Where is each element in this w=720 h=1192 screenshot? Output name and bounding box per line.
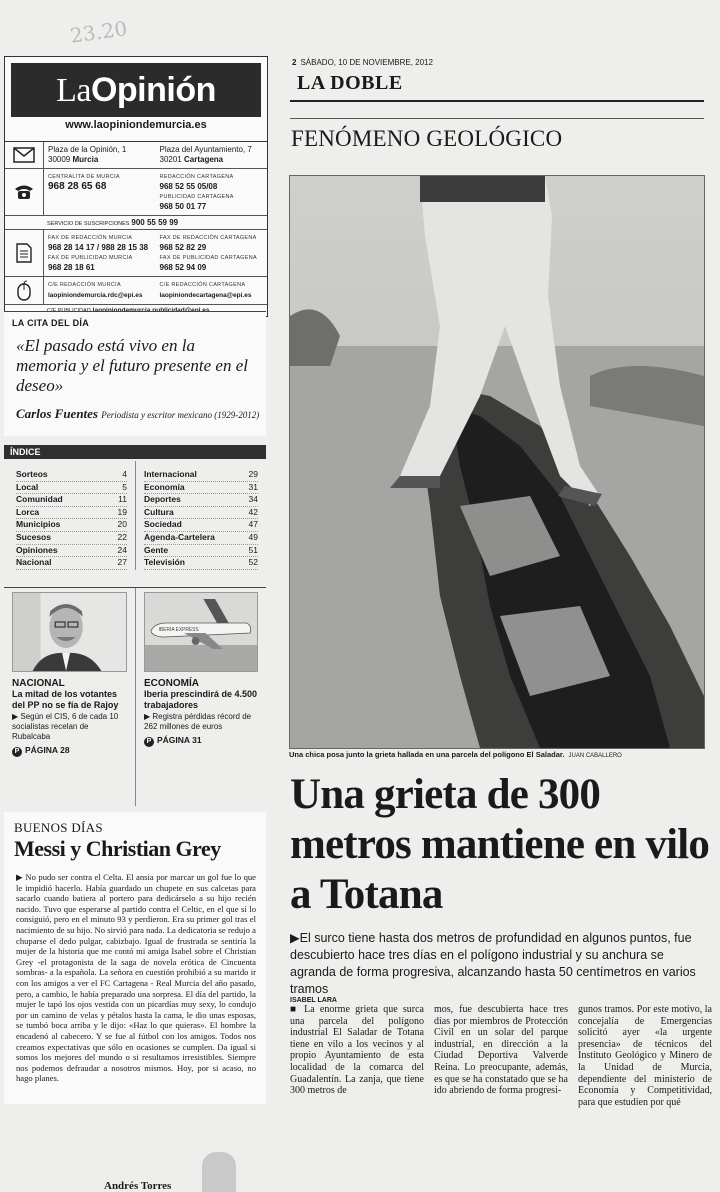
- article-deck: ▶El surco tiene hasta dos metros de profundidad en algunos puntos, fue descubierto hace tres días en el polígono industrial y su anchura se agranda de forma progresiva, alcanzando hasta 50 centímetros en varios tramos: [290, 931, 696, 996]
- column-body: ▶ No pudo ser contra el Celta. El ansia por marcar un gol fue lo que le impidió hacerlo. Había guardado un chupete en sus calcetas para sacarlo cuando batiera al portero para dedicárselo a su hijo recién nacido. Tuvo que esperarse al partido contra el Celtic, en el que sí lo consiguió, pero en el minuto 93 y perdieron. Era su primer gol tras el nacimiento de su hijo. No sirvió para nada. La dedicatoria se redujo a chuparse el dedo pulgar, cabizbajo. Igual de frustrada se sentiría la mujer de la historia que me contó mi amiga Isabel sobre el Christian Grey -el protagonista de la saga de novela erótica de Cincuenta sombras- a la española. La señora en cuestión prohibió a su marido ir con los amigos a ver el FC Cartagena - Real Murcia del año pasado, pero, a cambio, le había preparado una sorpresa. El día del partido, la mujer le tapó los ojos vestida con un picardías muy sexy, lo condujo por un camino de velas y pétalos hasta la cama, le dio unas esposas, se tumbó boca arriba y le dijo: «Haz lo que quieras». El hombre la encadenó al cabecero. Y se fue al fútbol con los amigos. Todos nos creamos expectativas que sólo en ocasiones se cumplen. Da igual si somos los mejores del mundo o si resultamos irresistibles. Siempre nos podemos defraudar a nosotros mismos. Hoy, por si acaso, no hago planes.: [16, 872, 256, 1084]
- logo-light: La: [56, 72, 91, 109]
- index-row[interactable]: [144, 482, 258, 495]
- index-label: Cultura: [144, 506, 174, 517]
- index-row[interactable]: [16, 507, 127, 520]
- mail-cartagena[interactable]: laopiniondecartagena@epi.es: [159, 292, 252, 299]
- fax-pub-cart-label: FAX DE PUBLICIDAD CARTAGENA: [159, 255, 257, 261]
- column-title: Messi y Christian Grey: [14, 836, 221, 861]
- index-row[interactable]: [144, 557, 258, 570]
- page-number: 2: [292, 58, 297, 67]
- index-label: Economía: [144, 481, 185, 492]
- fax-pub-murcia-label: FAX DE PUBLICIDAD MURCIA: [48, 255, 133, 261]
- newspaper-logo: [11, 63, 261, 117]
- quote-author: Carlos Fuentes Periodista y escritor mexicano (1929-2012): [16, 406, 260, 421]
- article-column-3: gunos tramos. Por este motivo, la concejalía de Emergencias solicitó ayer «la urgente presencia» de técnicos del Instituto Geológico y Minero de la Unidad de Murcia, dependiente del ministerio de Economía y Competitividad, para que estudien por qué: [578, 1004, 712, 1108]
- news-category: ECONOMÍA: [144, 678, 199, 689]
- index-page: 11: [118, 494, 127, 505]
- index-label: Sociedad: [144, 519, 182, 530]
- address-murcia-street: Plaza de la Opinión, 1: [48, 145, 127, 154]
- index-page: 22: [117, 531, 127, 542]
- plane-livery-text: IBERIA EXPRESS: [158, 627, 199, 634]
- fax-red-murcia: 968 28 14 17 / 988 28 15 38: [48, 243, 149, 252]
- address-murcia-city: Murcia: [72, 155, 99, 164]
- section-title: LA DOBLE: [297, 72, 403, 94]
- news-teaser-economia[interactable]: [135, 588, 266, 806]
- mail-cart-label: C/E REDACCIÓN CARTAGENA: [159, 282, 246, 288]
- quote-author-desc: Periodista y escritor mexicano (1929-2012): [101, 410, 260, 420]
- index-page: 20: [117, 519, 127, 530]
- quote-text: «El pasado está vivo en la memoria y el futuro presente en el deseo»: [16, 336, 248, 395]
- index-label: Agenda-Cartelera: [144, 531, 215, 542]
- news-page-ref: P PÁGINA 28: [12, 745, 127, 757]
- index-title: ÍNDICE: [4, 445, 266, 459]
- subscriptions-row: [5, 215, 267, 229]
- subs-phone: 900 55 59 99: [131, 218, 179, 227]
- address-cartagena-zip: 30201: [159, 155, 182, 164]
- article-body: [290, 1004, 716, 1108]
- pub-cart-label: PUBLICIDAD CARTAGENA: [159, 194, 234, 200]
- index-page: 34: [248, 494, 258, 505]
- red-cart-label: REDACCIÓN CARTAGENA: [159, 174, 234, 180]
- index-label: Lorca: [16, 506, 40, 517]
- news-subhead: ▶ Registra pérdidas récord de 262 millones de euros: [144, 712, 252, 731]
- page-marker-icon: P: [144, 737, 154, 747]
- article-kicker: FENÓMENO GEOLÓGICO: [291, 126, 563, 151]
- news-headline: La mitad de los votantes del PP no se fía de Rajoy: [12, 689, 119, 710]
- fax-document-icon: [5, 230, 44, 276]
- index-label: Sorteos: [16, 469, 48, 479]
- quote-section-title: LA CITA DEL DÍA: [12, 318, 89, 328]
- index-right-column: [135, 461, 266, 570]
- index-label: Deportes: [144, 494, 181, 505]
- crack-photo: [289, 175, 705, 749]
- address-cartagena-city: Cartagena: [183, 155, 224, 164]
- page-header-info: [292, 58, 433, 67]
- index-page: 42: [248, 506, 258, 517]
- index-label: Local: [16, 481, 39, 492]
- news-subhead: ▶ Según el CIS, 6 de cada 10 socialistas recelan de Rubalcaba: [12, 712, 119, 741]
- photo-credit: JUAN CABALLERO: [568, 753, 622, 759]
- article-headline: Una grieta de 300 metros mantiene en vilo a Totana: [290, 771, 710, 918]
- fax-red-cart-label: FAX DE REDACCIÓN CARTAGENA: [159, 235, 257, 241]
- index-page: 24: [117, 544, 127, 555]
- index-label: Televisión: [144, 557, 185, 568]
- rajoy-photo: [12, 592, 127, 672]
- mail-murcia[interactable]: laopiniondemurcia.rdc@epi.es: [48, 292, 143, 299]
- index-row[interactable]: [16, 532, 127, 545]
- index-row[interactable]: [144, 507, 258, 520]
- index-left-column: [4, 461, 135, 570]
- index-page: 52: [248, 557, 258, 568]
- email-row: [5, 276, 267, 304]
- index-page: 4: [122, 469, 127, 479]
- index-row[interactable]: [16, 482, 127, 495]
- news-page-ref: P PÁGINA 31: [144, 735, 258, 747]
- address-cartagena-street: Plaza del Ayuntamiento, 7: [159, 145, 252, 154]
- index-page: 31: [248, 481, 258, 492]
- fax-red-murcia-label: FAX DE REDACCIÓN MURCIA: [48, 235, 133, 241]
- column-section: BUENOS DÍAS: [14, 820, 103, 835]
- index-row[interactable]: [144, 519, 258, 532]
- mouse-icon: [5, 277, 44, 304]
- fax-row: [5, 229, 267, 276]
- article-column-2: mos, fue descubierta hace tres días por miembros de Protección Civil en un solar del parque industrial, en dirección a la Ciudad Deportiva Valverde Reina. Lo preocupante, además, es que se ha constatado que se ha ido abriendo de forma progresi-: [434, 1004, 568, 1097]
- index-row[interactable]: [144, 469, 258, 482]
- index-row[interactable]: [144, 545, 258, 558]
- fax-pub-cart: 968 52 94 09: [159, 263, 207, 272]
- photo-caption: Una chica posa junto la grieta hallada en una parcela del polígono El Saladar. JUAN CABALLERO: [289, 750, 622, 759]
- page-date: SÁBADO, 10 DE NOVIEMBRE, 2012: [300, 58, 433, 67]
- fax-red-cart: 968 52 82 29: [159, 243, 207, 252]
- index-page: 51: [248, 544, 258, 555]
- index-table: [4, 461, 266, 570]
- index-label: Gente: [144, 544, 169, 555]
- red-cart-phone: 968 52 55 05/08: [159, 182, 218, 191]
- divider: [290, 118, 704, 119]
- phone-row: [5, 168, 267, 215]
- page-marker-icon: P: [12, 747, 22, 757]
- index-row[interactable]: [16, 494, 127, 507]
- handwritten-note: 23.20: [68, 16, 129, 48]
- quote-of-the-day: [4, 311, 266, 436]
- news-teaser-nacional[interactable]: [4, 588, 135, 806]
- subs-label: SERVICIO DE SUSCRIPCIONES: [47, 221, 130, 227]
- index-row[interactable]: [16, 557, 127, 570]
- index-page: 49: [248, 531, 258, 542]
- news-teasers: [4, 587, 266, 806]
- address-row: [5, 142, 267, 168]
- masthead: [4, 56, 268, 142]
- author-photo: [202, 1152, 236, 1192]
- index-row[interactable]: [144, 532, 258, 545]
- index-row[interactable]: [16, 519, 127, 532]
- index-label: Comunidad: [16, 494, 63, 505]
- logo-bold: Opinión: [90, 71, 216, 109]
- index-row[interactable]: [16, 469, 127, 482]
- news-headline: Iberia prescindirá de 4.500 trabajadores: [144, 689, 258, 710]
- index-label: Nacional: [16, 557, 52, 568]
- index-page: 47: [248, 519, 258, 530]
- index-label: Opiniones: [16, 544, 58, 555]
- index-label: Internacional: [144, 469, 197, 479]
- index-page: 19: [117, 506, 127, 517]
- iberia-plane-photo: [144, 592, 258, 672]
- divider: [290, 100, 704, 102]
- mail-murcia-label: C/E REDACCIÓN MURCIA: [48, 282, 121, 288]
- index-label: Sucesos: [16, 531, 51, 542]
- article-column-1: ■ La enorme grieta que surca una parcela del polígono industrial El Saladar de Totana tiene en vilo a los vecinos y al propio Ayuntamiento de esta localidad de la comarca del Guadalentín. La zanja, que tiene 300 metros de: [290, 1004, 424, 1097]
- buenos-dias-column: [4, 812, 266, 1192]
- website-url: www.laopiniondemurcia.es: [65, 119, 207, 131]
- index-page: 5: [122, 481, 127, 492]
- index-row[interactable]: [144, 494, 258, 507]
- telephone-icon: [5, 169, 44, 215]
- envelope-icon: [5, 142, 44, 168]
- index-page: 29: [248, 469, 258, 479]
- contact-box: [4, 142, 268, 317]
- index-row[interactable]: [16, 545, 127, 558]
- pub-cart-phone: 968 50 01 77: [159, 202, 207, 211]
- index-page: 27: [117, 557, 127, 568]
- phone-label: CENTRALITA DE MURCIA: [48, 174, 120, 180]
- phone-number: 968 28 65 68: [48, 181, 107, 192]
- news-category: NACIONAL: [12, 678, 65, 689]
- index-label: Municipios: [16, 519, 61, 530]
- article-byline: ISABEL LARA: [290, 997, 337, 1004]
- address-murcia-zip: 30009: [48, 155, 71, 164]
- column-author: Andrés Torres: [104, 1180, 172, 1192]
- fax-pub-murcia: 968 28 18 61: [48, 263, 95, 272]
